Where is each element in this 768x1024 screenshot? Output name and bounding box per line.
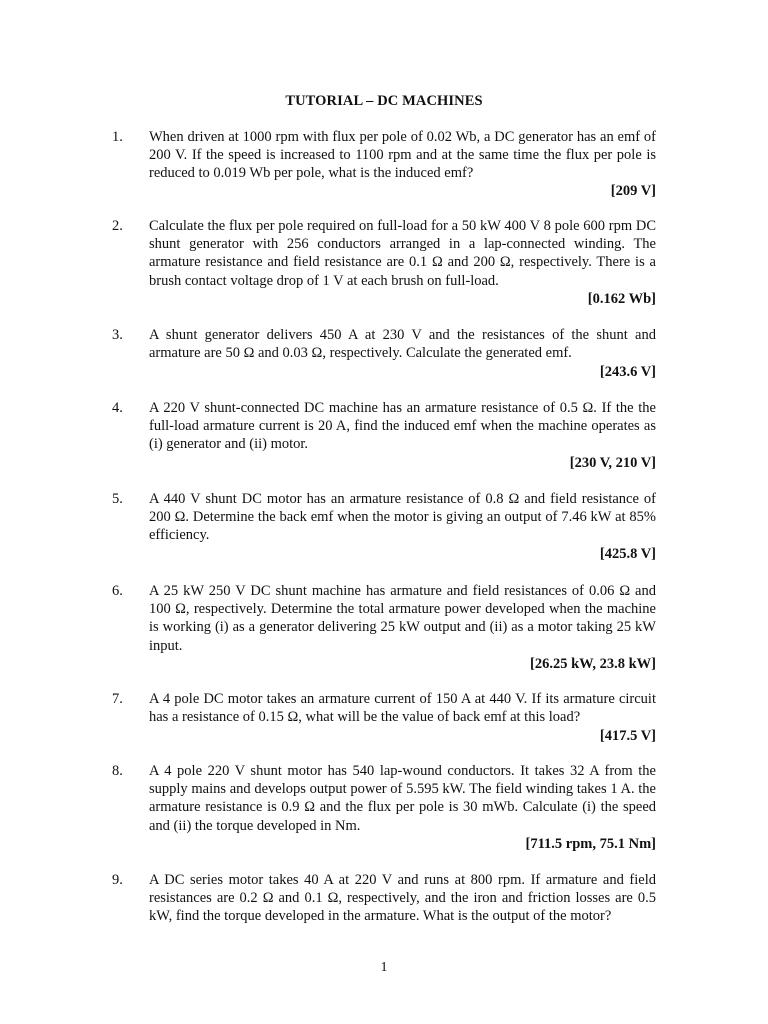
question-answer: [0.162 Wb]: [587, 291, 656, 307]
question-text: A 220 V shunt-connected DC machine has an armature resistance of 0.5 Ω. If the the full-load armature current is 20 A, find the induced emf when the machine operates as (i) generator and (ii) motor.: [149, 400, 656, 453]
question-text: Calculate the flux per pole required on full-load for a 50 kW 400 V 8 pole 600 rpm DC shunt generator with 256 conductors arranged in a lap-connected winding. The armature resistance and field resistance are 0.1 Ω and 200 Ω, respectively. There is a brush contact voltage drop of 1 V at each brush on full-load.: [149, 218, 656, 289]
question-number: 4.: [112, 400, 123, 416]
question-number: 9.: [112, 872, 123, 888]
question-answer: [711.5 rpm, 75.1 Nm]: [525, 836, 656, 852]
question-number: 6.: [112, 583, 123, 599]
question-text: When driven at 1000 rpm with flux per pole of 0.02 Wb, a DC generator has an emf of 200 V. If the speed is increased to 1100 rpm and at the same time the flux per pole is reduced to 0.019 Wb per pole, what is the induced emf?: [149, 129, 656, 182]
question-text: A shunt generator delivers 450 A at 230 V and the resistances of the shunt and armature are 50 Ω and 0.03 Ω, respectively. Calculate the generated emf.: [149, 327, 656, 362]
document-title: TUTORIAL – DC MACHINES: [285, 93, 483, 109]
question-number: 3.: [112, 327, 123, 343]
question-answer: [425.8 V]: [599, 546, 656, 562]
question-text: A DC series motor takes 40 A at 220 V and runs at 800 rpm. If armature and field resistances are 0.2 Ω and 0.1 Ω, respectively, and the iron and friction losses are 0.5 kW, find the torque developed in the armature. What is the output of the motor?: [149, 872, 656, 925]
question-number: 2.: [112, 218, 123, 234]
question-answer: [243.6 V]: [599, 364, 656, 380]
question-text: A 4 pole 220 V shunt motor has 540 lap-wound conductors. It takes 32 A from the supply mains and develops output power of 5.595 kW. The field winding takes 1 A. the armature resistance is 0.9 Ω and the flux per pole is 30 mWb. Calculate (i) the speed and (ii) the torque developed in Nm.: [149, 763, 656, 834]
question-answer: [26.25 kW, 23.8 kW]: [530, 656, 656, 672]
page-number: 1: [380, 960, 388, 975]
question-number: 1.: [112, 129, 123, 145]
question-number: 8.: [112, 763, 123, 779]
question-number: 5.: [112, 491, 123, 507]
question-text: A 25 kW 250 V DC shunt machine has armature and field resistances of 0.06 Ω and 100 Ω, respectively. Determine the total armature power developed when the machine is working (i) as a generator delivering 25 kW output and (ii) as a motor taking 25 kW input.: [149, 583, 656, 654]
question-text: A 440 V shunt DC motor has an armature resistance of 0.8 Ω and field resistance of 200 Ω. Determine the back emf when the motor is giving an output of 7.46 kW at 85% efficiency.: [149, 491, 656, 544]
question-answer: [230 V, 210 V]: [569, 455, 656, 471]
question-text: A 4 pole DC motor takes an armature current of 150 A at 440 V. If its armature circuit has a resistance of 0.15 Ω, what will be the value of back emf at this load?: [149, 691, 656, 726]
question-number: 7.: [112, 691, 123, 707]
question-answer: [209 V]: [610, 183, 656, 199]
question-answer: [417.5 V]: [599, 728, 656, 744]
